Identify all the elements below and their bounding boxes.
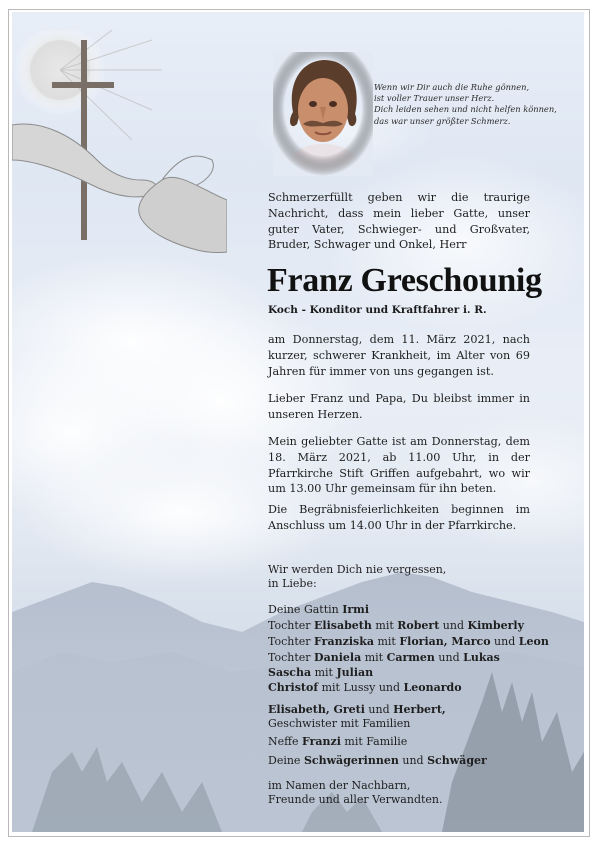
family-daughter: Tochter Franziska mit Florian, Marco und Leon [268, 635, 549, 648]
family-daughter: Tochter Daniela mit Carmen und Lukas [268, 651, 500, 664]
family-daughter: Tochter Elisabeth mit Robert und Kimberly [268, 619, 524, 632]
family-wife: Deine Gattin Irmi [268, 603, 369, 616]
profession: Koch - Konditor und Kraftfahrer i. R. [268, 304, 487, 316]
poem-line: Dich leiden sehen und nicht helfen können, [374, 104, 557, 115]
wake-notice: Mein geliebter Gatte ist am Donnerstag, dem 18. März 2021, ab 11.00 Uhr, in der Pfarrkirche Stift Griffen aufgebahrt, wo wir um 13.00 Uhr gemeinsam für ihn beten. [268, 435, 530, 496]
family-son: Sascha mit Julian [268, 666, 374, 679]
neighbors-line: Freunde und aller Verwandten. [268, 793, 443, 806]
poem-line: ist voller Trauer unser Herz. [374, 93, 495, 104]
family-inlaws: Deine Schwägerinnen und Schwäger [268, 754, 487, 767]
family-son: Christof mit Lussy und Leonardo [268, 681, 462, 694]
funeral-notice: Die Begräbnisfeierlichkeiten beginnen im Anschluss um 14.00 Uhr in der Pfarrkirche. [268, 503, 530, 532]
neighbors-line: im Namen der Nachbarn, [268, 779, 411, 792]
death-notice: am Donnerstag, dem 11. März 2021, nach kurzer, schwerer Krankheit, im Alter von 69 Jahren für immer von uns gegangen ist. [268, 333, 530, 378]
deceased-name: Franz Greschounig [267, 262, 542, 299]
closing-line: in Liebe: [268, 577, 317, 590]
closing-line: Wir werden Dich nie vergessen, [268, 563, 447, 576]
intro-text: Schmerzerfüllt geben wir die traurige Nachricht, dass mein lieber Gatte, unser guter Vater, Schwieger- und Großvater, Bruder, Schwager und Onkel, Herr [268, 191, 530, 252]
farewell-text: Lieber Franz und Papa, Du bleibst immer in unseren Herzen. [268, 392, 530, 421]
family-siblings: Elisabeth, Greti und Herbert, [268, 703, 446, 716]
family-siblings-note: Geschwister mit Familien [268, 717, 411, 730]
poem-line: das war unser größter Schmerz. [374, 115, 511, 126]
poem-line: Wenn wir Dir auch die Ruhe gönnen, [374, 82, 530, 92]
family-nephew: Neffe Franzi mit Familie [268, 735, 408, 748]
